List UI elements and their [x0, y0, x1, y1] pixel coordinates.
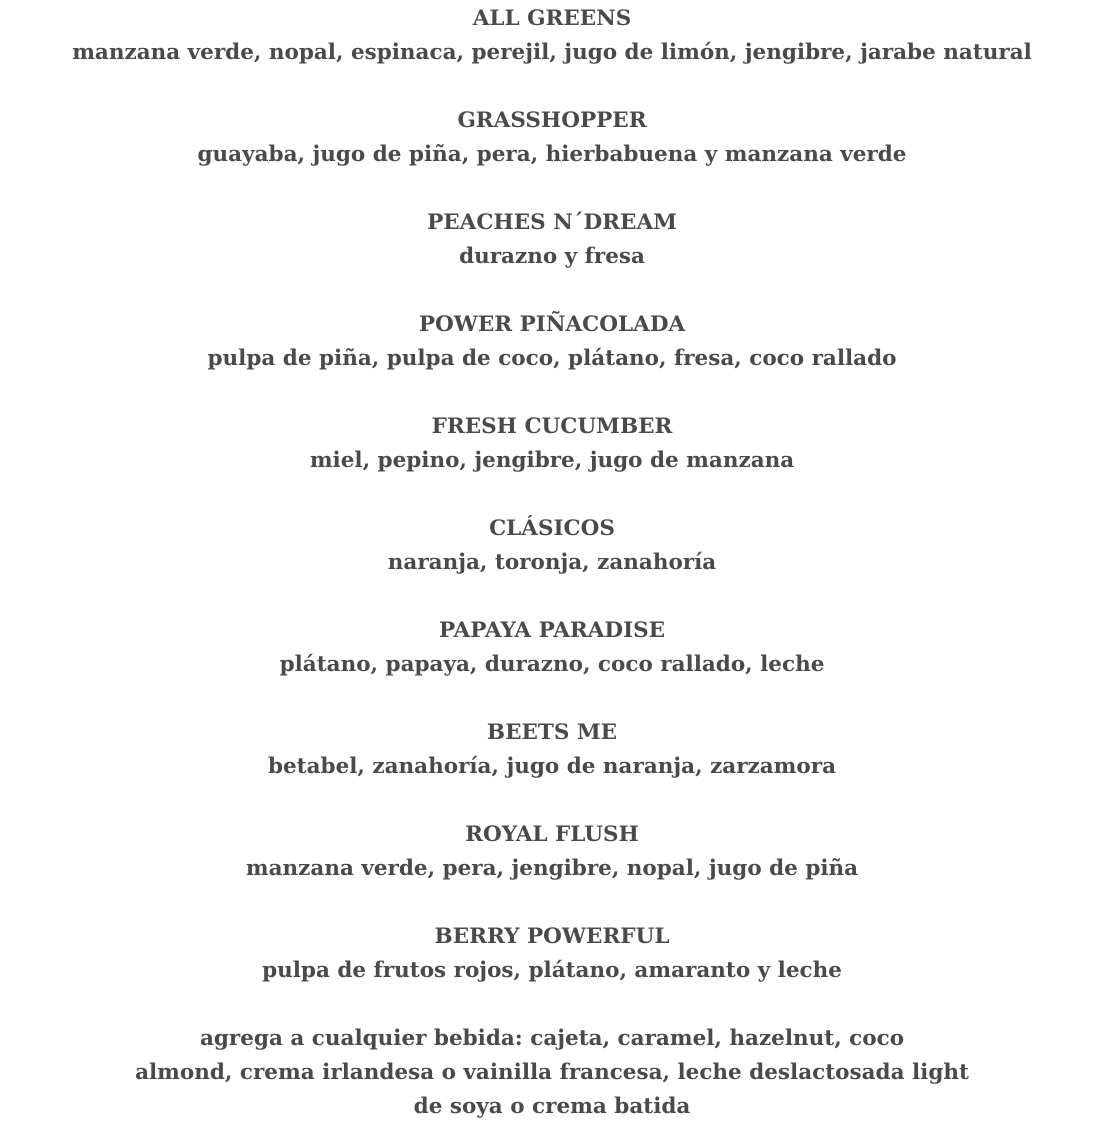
item-description: pulpa de piña, pulpa de coco, plátano, fresa, coco rallado [207, 346, 897, 371]
item-name: ALL GREENS [472, 6, 632, 31]
note-line: agrega a cualquier bebida: cajeta, caramel, hazelnut, coco [199, 1026, 905, 1051]
item-name: FRESH CUCUMBER [431, 414, 673, 439]
item-description: pulpa de frutos rojos, plátano, amaranto y leche [262, 958, 842, 983]
menu-item-beets-me [0, 716, 1104, 784]
menu-item-grasshopper [0, 104, 1104, 172]
item-description: durazno y fresa [459, 244, 645, 269]
item-name: ROYAL FLUSH [465, 822, 639, 847]
menu-item-clasicos [0, 512, 1104, 580]
item-description: manzana verde, pera, jengibre, nopal, jugo de piña [245, 856, 859, 881]
menu-item-papaya-paradise [0, 614, 1104, 682]
menu-item-all-greens [0, 2, 1104, 70]
item-name: BERRY POWERFUL [434, 924, 670, 949]
item-description: plátano, papaya, durazno, coco rallado, leche [279, 652, 825, 677]
menu-item-berry-powerful [0, 920, 1104, 988]
item-name: CLÁSICOS [489, 516, 615, 541]
note-line: de soya o crema batida [413, 1094, 691, 1119]
note-line: almond, crema irlandesa o vainilla francesa, leche deslactosada light [135, 1060, 969, 1085]
item-description: guayaba, jugo de piña, pera, hierbabuena y manzana verde [197, 142, 907, 167]
add-ons-note [0, 1022, 1104, 1124]
item-name: BEETS ME [486, 720, 618, 745]
item-description: manzana verde, nopal, espinaca, perejil, jugo de limón, jengibre, jarabe natural [72, 40, 1032, 65]
menu-item-peaches-n-dream [0, 206, 1104, 274]
item-description: naranja, toronja, zanahoría [387, 550, 717, 575]
item-name: GRASSHOPPER [457, 108, 647, 133]
item-name: PEACHES N´DREAM [427, 210, 677, 235]
menu-item-power-pinacolada [0, 308, 1104, 376]
menu-item-royal-flush [0, 818, 1104, 886]
menu-item-fresh-cucumber [0, 410, 1104, 478]
item-name: PAPAYA PARADISE [438, 618, 666, 643]
item-name: POWER PIÑACOLADA [418, 312, 686, 337]
item-description: miel, pepino, jengibre, jugo de manzana [309, 448, 795, 473]
item-description: betabel, zanahoría, jugo de naranja, zarzamora [267, 754, 837, 779]
